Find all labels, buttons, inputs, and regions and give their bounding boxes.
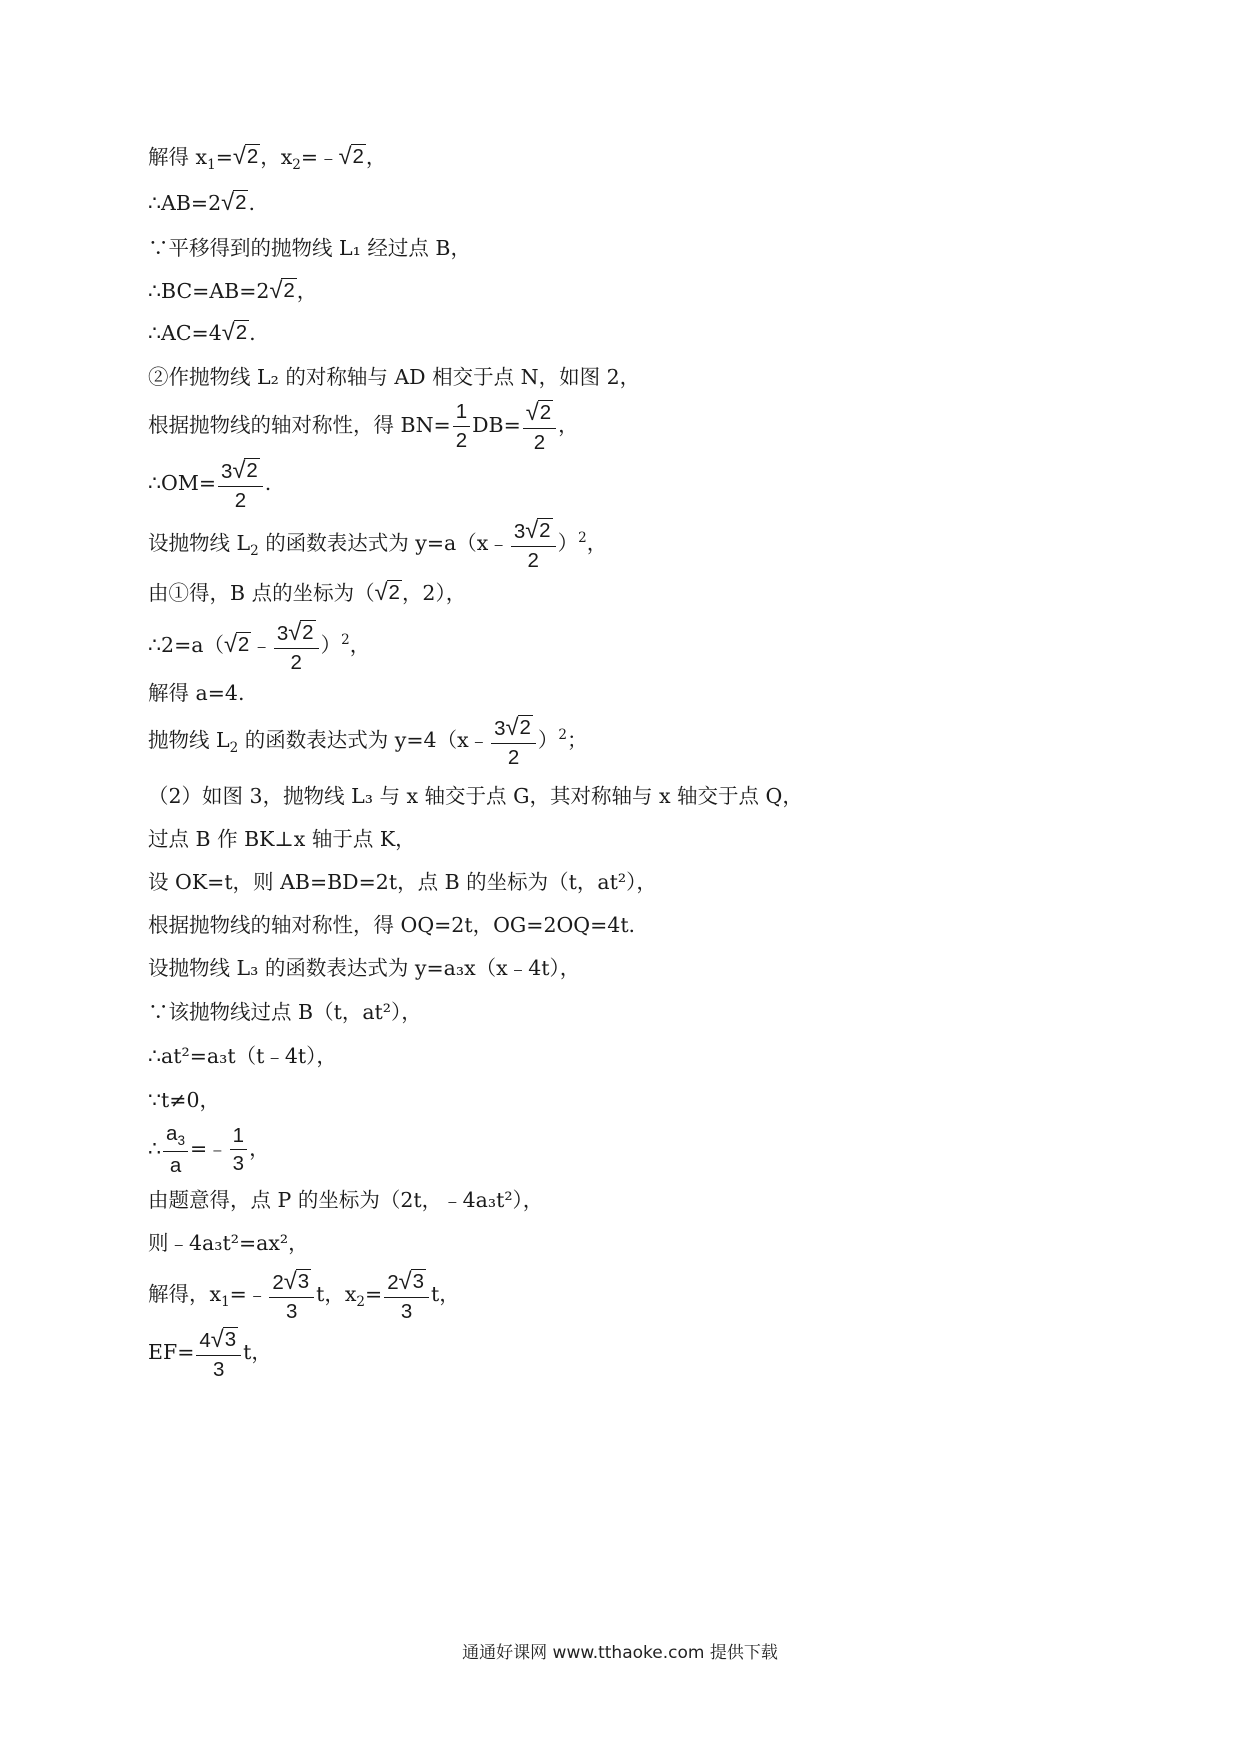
solution-line-1: 解得 $x_1=$ √ 2 ，$x_2=﹣$ √ 2 ， — [148, 142, 387, 174]
solution-line-16: 设 OK=t，则 AB=BD=2t，点 B 的坐标为（t，at²）， — [148, 870, 657, 894]
solution-line-19: ∵该抛物线过点 B（t，at²）， — [148, 1000, 422, 1024]
solution-line-3: ∵平移得到的抛物线 L₁ 经过点 B， — [148, 236, 471, 260]
solution-line-17: 根据抛物线的轴对称性，得 OQ=2t，OG=2OQ=4t. — [148, 913, 636, 937]
solution-line-8: ∴OM= 3 √ 2 2 . — [148, 456, 272, 512]
solution-line-10: 由①得，B 点的坐标为（ √ 2 ，2）， — [148, 578, 467, 605]
solution-line-20: ∴at²=a₃t（t﹣4t）， — [148, 1044, 337, 1068]
solution-line-14: （2）如图 3，抛物线 L₃ 与 x 轴交于点 G，其对称轴与 x 轴交于点 Q， — [148, 784, 803, 808]
solution-line-5: ∴AC=4 √ 2 . — [148, 318, 256, 345]
solution-line-7: 根据抛物线的轴对称性，得 BN= $\frac{1}{2}$ DB= √ 2 2 ， — [148, 398, 579, 454]
solution-line-24: 则﹣4a₃t²=ax²， — [148, 1231, 309, 1255]
solution-line-15: 过点 B 作 BK⊥x 轴于点 K， — [148, 827, 416, 851]
solution-line-23: 由题意得，点 P 的坐标为（2t，﹣4a₃t²）， — [148, 1188, 544, 1212]
solution-line-2: ∴AB=2 √ 2 . — [148, 188, 256, 215]
solution-line-22: ∴ $\frac{a_3}{a}$ =﹣ $\frac{1}{3}$ ， — [148, 1122, 270, 1177]
solution-line-12: 解得 a=4. — [148, 681, 245, 705]
solution-line-21: ∵t≠0， — [148, 1088, 221, 1112]
solution-line-9: 设抛物线 $L_2$ 的函数表达式为 y=a（x﹣ 3 √ 2 2 ）$^2$， — [148, 516, 608, 572]
solution-line-6: ②作抛物线 L₂ 的对称轴与 AD 相交于点 N，如图 2， — [148, 365, 641, 389]
solution-line-11: ∴2=a（ √ 2 ﹣ 3 √ 2 2 ）$^2$， — [148, 618, 371, 674]
solution-line-13: 抛物线 $L_2$ 的函数表达式为 y=4（x﹣ 3 √ 2 2 ）$^2$； — [148, 713, 588, 769]
solution-line-4: ∴BC=AB=2 √ 2 ， — [148, 276, 318, 303]
solution-line-26: EF= 4 √ 3 3 t， — [148, 1325, 272, 1381]
solution-line-25: 解得，$x_1=﹣$ 2 √ 3 3 t，$x_2=$ 2 √ 3 3 t， — [148, 1267, 460, 1323]
page-footer: 通通好课网 www.tthaoke.com 提供下载 — [462, 1643, 778, 1663]
solution-line-18: 设抛物线 L₃ 的函数表达式为 y=a₃x（x﹣4t）， — [148, 956, 581, 980]
